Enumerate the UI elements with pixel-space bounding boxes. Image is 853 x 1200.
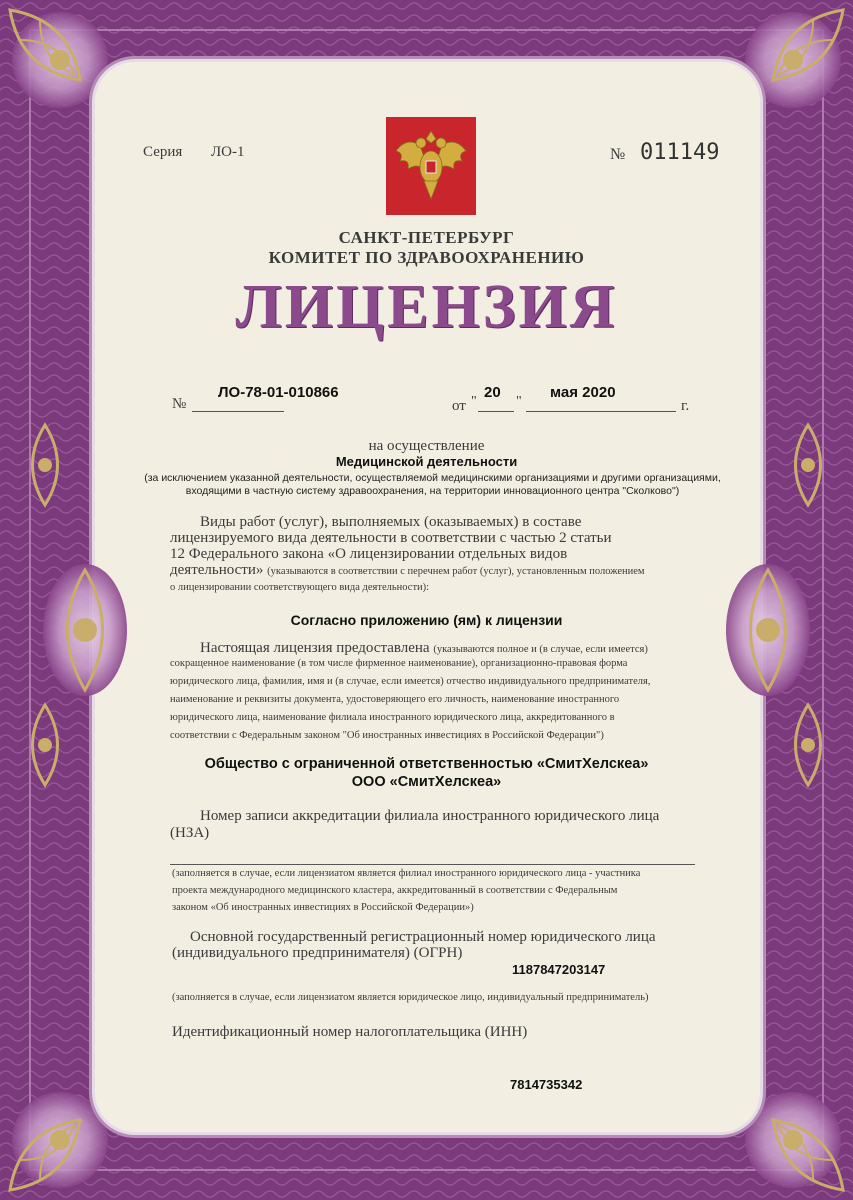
nza-note-2: проекта международного медицинского кластера, аккредитованный в соответствии с Федеральным: [172, 885, 618, 896]
side-rosette-icon: [723, 560, 813, 700]
month-underline: [526, 411, 676, 412]
city-title: САНКТ-ПЕТЕРБУРГ: [338, 228, 515, 247]
ogrn-line-1: Основной государственный регистрационный номер юридического лица: [190, 929, 656, 945]
ogrn-line-2: (индивидуального предпринимателя) (ОГРН): [172, 945, 463, 961]
inn-label: Идентификационный номер налогоплательщика (ИНН): [172, 1024, 528, 1040]
ogrn-note: (заполняется в случае, если лицензиатом является юридическое лицо, индивидуальный предприниматель): [172, 992, 649, 1003]
document-title: ЛИЦЕНЗИЯ: [235, 273, 618, 341]
nza-underline: [170, 864, 695, 865]
activity-name: Медицинской деятельности: [335, 454, 518, 469]
activity-intro: на осуществление: [368, 438, 485, 454]
license-number-underline: [192, 411, 284, 412]
ogrn-value: 1187847203147: [512, 962, 606, 977]
nza-line-1: Номер записи аккредитации филиала иностранного юридического лица: [200, 808, 660, 824]
side-rosette-icon: [40, 560, 130, 700]
granted-main: [200, 640, 648, 657]
coat-of-arms-icon: [386, 117, 476, 215]
granted-note-4: наименование и реквизиты документа, удостоверяющего его личность, наименование иностранного: [170, 694, 620, 705]
works-line-5-note: о лицензировании соответствующего вида деятельности):: [170, 582, 430, 593]
nza-note-3: законом «Об иностранных инвестициях в Российской Федерации»): [172, 902, 474, 913]
day-underline: [478, 411, 514, 412]
quote-close: ": [516, 394, 522, 409]
year-suffix: г.: [681, 398, 690, 414]
number-sign: №: [610, 146, 626, 163]
works-line-3: 12 Федерального закона «О лицензировании отдельных видов: [170, 546, 568, 562]
side-ornament-icon: [778, 700, 838, 790]
inn-value: 7814735342: [510, 1077, 583, 1092]
side-ornament-icon: [15, 700, 75, 790]
granted-note-1: (указываются полное и (в случае, если имеется): [433, 644, 648, 655]
works-line-4: [170, 562, 645, 580]
works-line-4-main: деятельности»: [170, 562, 264, 578]
works-line-2: лицензируемого вида деятельности в соответствии с частью 2 статьи: [170, 530, 612, 546]
side-ornament-icon: [15, 420, 75, 510]
works-line-1: Виды работ (услуг), выполняемых (оказываемых) в составе: [200, 514, 582, 530]
works-line-4-note: (указываются в соответствии с перечнем работ (услуг), установленным положением: [267, 566, 645, 577]
nza-note-1: (заполняется в случае, если лицензиатом является филиал иностранного юридического лица - участника: [172, 868, 641, 879]
nza-line-2: (НЗА): [170, 825, 210, 841]
paper-area: [95, 62, 760, 1132]
series-label: Серия: [143, 144, 183, 160]
activity-note: (за исключением указанной деятельности, осуществляемой медицинскими организациями и другими организациями, входящими в частную систему здравоохранения, на территории инновационного центра "Сколково"): [144, 472, 721, 497]
granted-main-text: Настоящая лицензия предоставлена: [200, 640, 430, 656]
series-value: ЛО-1: [211, 144, 245, 160]
granted-note-5: юридического лица, наименование филиала иностранного юридического лица, аккредитованного в: [170, 712, 615, 723]
granted-note-2: сокращенное наименование (в том числе фирменное наименование), организационно-правовая форма: [170, 658, 628, 669]
licensee-short-name: ООО «СмитХелскеа»: [351, 774, 502, 790]
blank-number: 011149: [640, 140, 720, 165]
licensee-full-name: Общество с ограниченной ответственностью «СмитХелскеа»: [204, 756, 649, 772]
license-month-year: мая 2020: [550, 384, 616, 401]
works-value: Согласно приложению (ям) к лицензии: [290, 612, 563, 628]
quote-open: ": [471, 394, 477, 409]
license-day: 20: [484, 384, 501, 401]
license-number-value: ЛО-78-01-010866: [218, 384, 339, 401]
granted-note-6: соответствии с Федеральным законом "Об иностранных инвестициях в Российской Федерации"): [170, 730, 604, 741]
from-label: от: [452, 398, 466, 414]
committee-title: КОМИТЕТ ПО ЗДРАВООХРАНЕНИЮ: [268, 248, 585, 267]
license-number-sign: №: [172, 396, 187, 412]
granted-note-3: юридического лица, фамилия, имя и (в случае, если имеется) отчество индивидуального предпринимателя,: [170, 676, 651, 687]
side-ornament-icon: [778, 420, 838, 510]
